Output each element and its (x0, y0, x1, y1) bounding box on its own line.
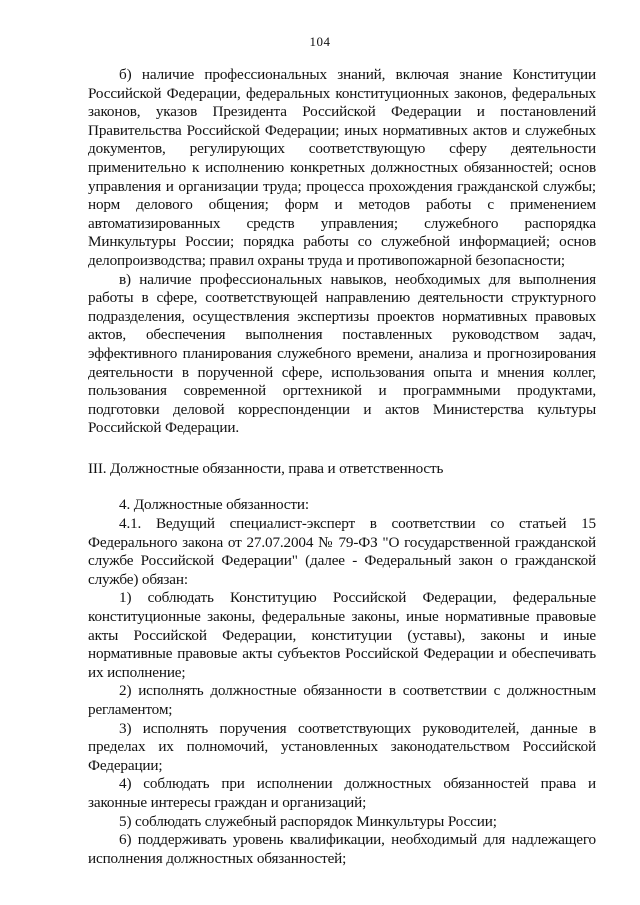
document-body (88, 66, 596, 868)
section-heading: III. Должностные обязанности, права и ответственность (88, 459, 444, 477)
page-number: 104 (309, 34, 331, 49)
paragraph-duties-title: 4. Должностные обязанности: (119, 496, 309, 514)
list-item-3-instructions: 3) исполнять поручения соответствующих руководителей, данные в пределах их полномочий, установленных законодательством Российской Федерации; (88, 719, 596, 774)
list-item-4-citizen-rights: 4) соблюдать при исполнении должностных обязанностей права и законные интересы граждан и организаций; (88, 775, 596, 811)
list-item-2-regulations: 2) исполнять должностные обязанности в соответствии с должностным регламентом; (88, 682, 596, 718)
list-item-5-schedule: 5) соблюдать служебный распорядок Минкультуры России; (119, 812, 497, 830)
list-item-1-constitution: 1) соблюдать Конституцию Российской Федерации, федеральные конституционные законы, федеральные законы, иные нормативные правовые акты Российской Федерации, конституции (уставы), законы и иные нормативные правовые акты субъектов Российской Федерации и обеспечивать их исполнение; (88, 589, 596, 681)
list-item-6-qualification: 6) поддерживать уровень квалификации, необходимый для надлежащего исполнения должностных обязанностей; (88, 831, 596, 867)
paragraph-4-1-obligations: 4.1. Ведущий специалист-эксперт в соответствии со статьей 15 Федерального закона от 27.07.2004 № 79-ФЗ "О государственной гражданской службе Российской Федерации" (далее - Федеральный закон о гражданской службе) обязан: (88, 515, 596, 588)
paragraph-v-professional-skills: в) наличие профессиональных навыков, необходимых для выполнения работы в сфере, соответствующей направлению деятельности структурного подразделения, осуществления экспертизы проектов нормативных правовых актов, обеспечения выполнения поставленных руководством задач, эффективного планирования служебного времени, анализа и прогнозирования деятельности в порученной сфере, использования опыта и мнения коллег, пользования современной оргтехникой и программными продуктами, подготовки деловой корреспонденции и актов Министерства культуры Российской Федерации. (88, 270, 596, 437)
paragraph-b-professional-knowledge: б) наличие профессиональных знаний, включая знание Конституции Российской Федерации, федеральных конституционных законов, федеральных законов, указов Президента Российской Федерации и постановлений Правительства Российской Федерации; иных нормативных актов и служебных документов, регулирующих соответствующую сферу деятельности применительно к исполнению конкретных должностных обязанностей; основ управления и организации труда; процесса прохождения гражданской службы; норм делового общения; форм и методов работы с применением автоматизированных средств управления; служебного распорядка Минкультуры России; порядка работы со служебной информацией; основ делопроизводства; правил охраны труда и противопожарной безопасности; (88, 66, 596, 269)
